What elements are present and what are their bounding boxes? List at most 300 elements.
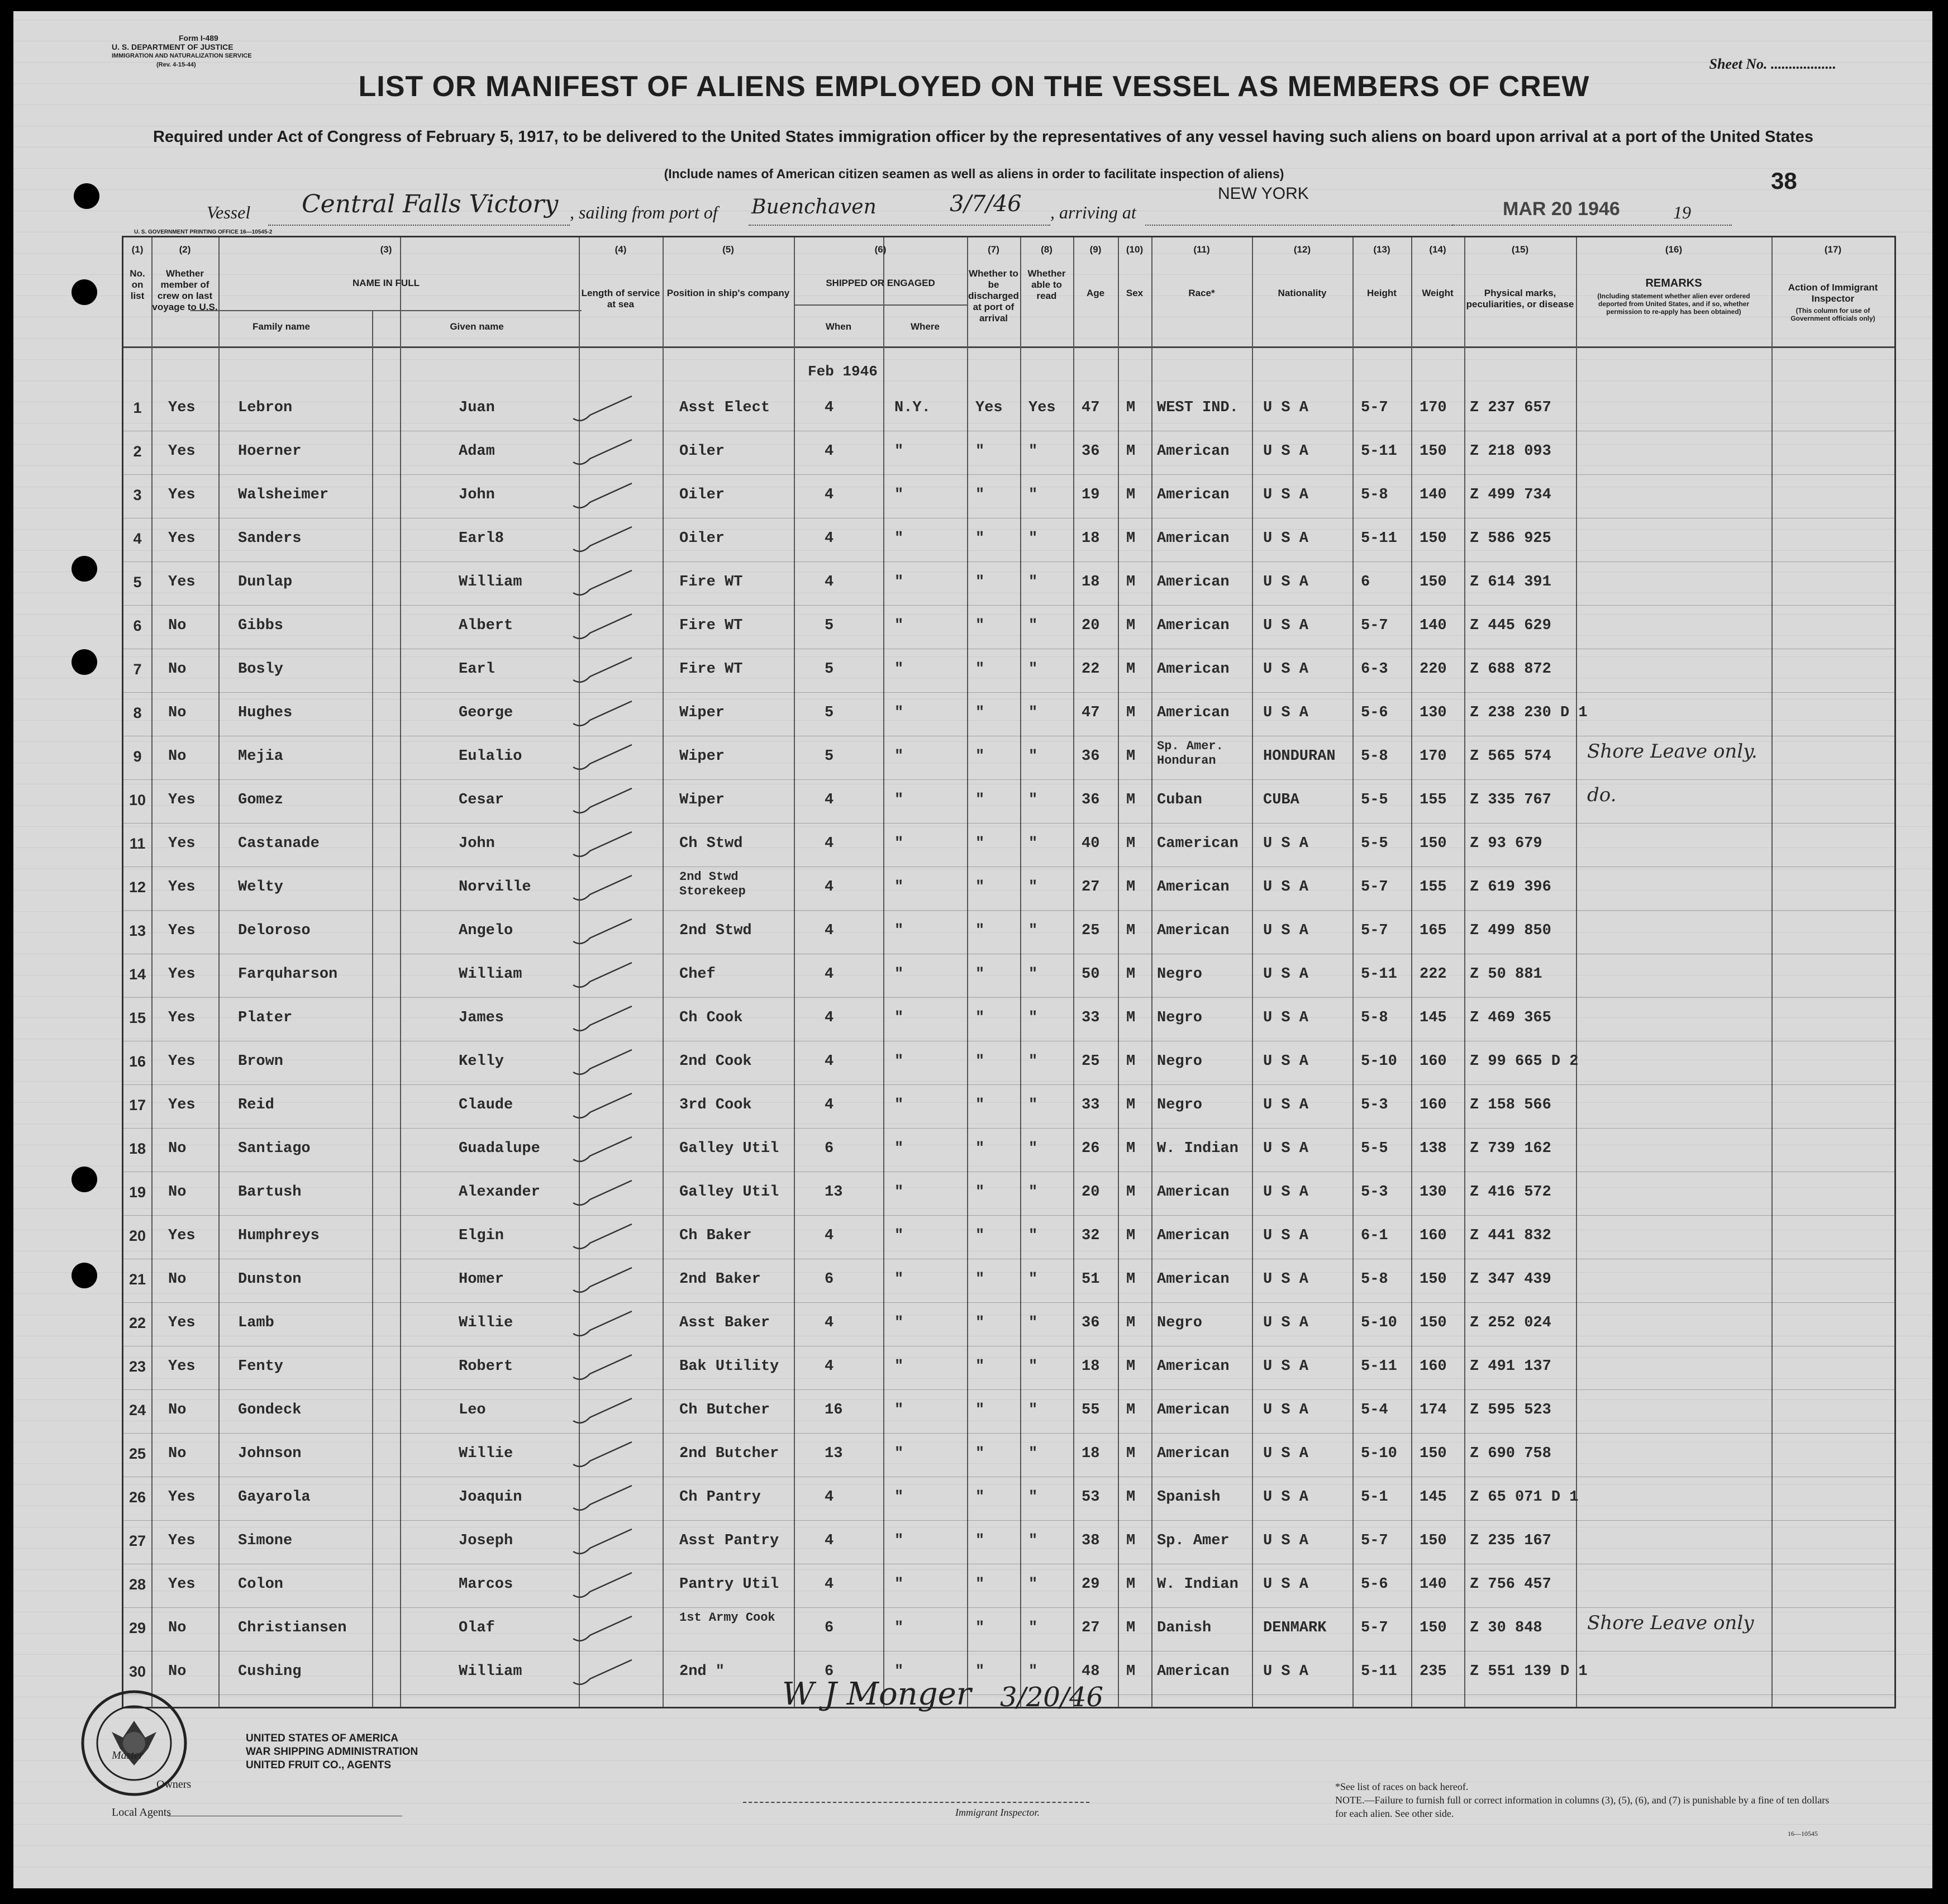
column-header: Age (1086, 288, 1105, 298)
remarks: Shore Leave only. (1587, 740, 1758, 763)
print-code: 16—10545 (1788, 1830, 1818, 1838)
weight: 170 (1420, 748, 1447, 765)
column-header: (16) (1665, 244, 1683, 255)
family-name: Christiansen (238, 1620, 347, 1636)
able-to-read: " (1028, 1445, 1038, 1462)
height: 5-6 (1361, 1576, 1388, 1593)
row-number: 21 (128, 1271, 146, 1288)
punch-hole (72, 1167, 97, 1192)
last-voyage: Yes (168, 1358, 196, 1375)
discharged: " (975, 1620, 985, 1636)
table-row (123, 1433, 1894, 1477)
physical-marks: Z 218 093 (1470, 443, 1551, 460)
able-to-read: " (1028, 1010, 1038, 1026)
service-check-mark (570, 479, 637, 512)
shipped-when: 4 (825, 443, 834, 460)
last-voyage: Yes (168, 966, 196, 983)
penalty-note: NOTE.—Failure to furnish full or correct information in columns (3), (5), (6), and (7) is punishable by a fine of ten dollars for each alien. See other side. (1335, 1794, 1830, 1819)
able-to-read: " (1028, 1532, 1038, 1549)
shipped-when: 5 (825, 705, 834, 721)
row-number: 3 (133, 487, 142, 503)
age: 20 (1082, 617, 1100, 634)
inspector-label: Immigrant Inspector. (955, 1807, 1040, 1818)
age: 26 (1082, 1140, 1100, 1157)
last-voyage: Yes (168, 1576, 196, 1593)
weight: 130 (1420, 1184, 1447, 1201)
sex: M (1126, 1532, 1136, 1549)
physical-marks: Z 93 679 (1470, 835, 1542, 852)
physical-marks: Z 491 137 (1470, 1358, 1551, 1375)
age: 25 (1082, 1053, 1100, 1070)
height: 5-11 (1361, 1358, 1397, 1375)
family-name: Plater (238, 1010, 293, 1026)
height: 5-5 (1361, 1140, 1388, 1157)
race: Camerican (1157, 835, 1239, 852)
height: 5-5 (1361, 792, 1388, 808)
family-name: Santiago (238, 1140, 311, 1157)
race: American (1157, 443, 1230, 460)
age: 47 (1082, 399, 1100, 416)
given-name: Joseph (459, 1532, 513, 1549)
nationality: U S A (1263, 1010, 1309, 1026)
age: 18 (1082, 530, 1100, 547)
shipped-where: " (894, 1053, 904, 1070)
nationality: U S A (1263, 1532, 1309, 1549)
discharged: " (975, 966, 985, 983)
table-row (123, 1564, 1894, 1608)
discharged: " (975, 748, 985, 765)
shipped-where: " (894, 1010, 904, 1026)
physical-marks: Z 237 657 (1470, 399, 1551, 416)
given-name: Angelo (459, 922, 513, 939)
family-name: Humphreys (238, 1227, 320, 1244)
physical-marks: Z 565 574 (1470, 748, 1551, 765)
table-row (123, 1128, 1894, 1172)
shipped-when: 4 (825, 792, 834, 808)
family-name: Johnson (238, 1445, 302, 1462)
nationality: U S A (1263, 1271, 1309, 1288)
form-revision: (Rev. 4-15-44) (156, 61, 196, 68)
given-name: Earl (459, 661, 495, 678)
race: American (1157, 1271, 1230, 1288)
position: Ch Pantry (679, 1489, 761, 1506)
column-header: (1) (131, 244, 144, 255)
service-check-mark (570, 1045, 637, 1079)
sex: M (1126, 705, 1136, 721)
given-name: Albert (459, 617, 513, 634)
document-subtitle: Required under Act of Congress of February 5, 1917, to be delivered to the United States immigration officer by the representatives of any vessel having such aliens on board upon arrival at a port of the United States (153, 128, 1814, 146)
sex: M (1126, 1053, 1136, 1070)
age: 19 (1082, 487, 1100, 503)
family-name: Gibbs (238, 617, 284, 634)
age: 36 (1082, 1315, 1100, 1331)
height: 5-7 (1361, 879, 1388, 896)
shipped-where: " (894, 792, 904, 808)
column-header: (3) (380, 244, 392, 255)
height: 5-3 (1361, 1097, 1388, 1113)
race: Spanish (1157, 1489, 1221, 1506)
position: Oiler (679, 443, 725, 460)
column-header: (5) (722, 244, 734, 255)
form-number: Form I-489 (179, 34, 218, 42)
shipped-where: " (894, 1445, 904, 1462)
height: 6 (1361, 574, 1370, 591)
table-row (123, 431, 1894, 475)
owners-label: Owners (156, 1778, 192, 1791)
age: 36 (1082, 748, 1100, 765)
shipped-when: 4 (825, 1489, 834, 1506)
position: Chef (679, 966, 716, 983)
physical-marks: Z 499 850 (1470, 922, 1551, 939)
race: Negro (1157, 1053, 1203, 1070)
height: 5-7 (1361, 617, 1388, 634)
position: 3rd Cook (679, 1097, 752, 1113)
shipped-where: " (894, 617, 904, 634)
table-row (123, 1259, 1894, 1303)
given-name: Kelly (459, 1053, 504, 1070)
height: 5-7 (1361, 399, 1388, 416)
given-name: Robert (459, 1358, 513, 1375)
column-header: SHIPPED OR ENGAGED (826, 278, 935, 288)
sailing-date: 3/7/46 (950, 191, 1022, 217)
shipped-when: 5 (825, 617, 834, 634)
position: Fire WT (679, 661, 743, 678)
shipped-when: 4 (825, 879, 834, 896)
weight: 160 (1420, 1053, 1447, 1070)
service-check-mark (570, 697, 637, 730)
sex: M (1126, 966, 1136, 983)
table-row (123, 910, 1894, 954)
position: 2nd Butcher (679, 1445, 779, 1462)
able-to-read: " (1028, 705, 1038, 721)
row-number: 23 (128, 1358, 146, 1375)
shipped-where: " (894, 922, 904, 939)
height: 5-10 (1361, 1445, 1397, 1462)
column-header: Physical marks, peculiarities, or disease (1466, 288, 1574, 310)
able-to-read: " (1028, 1097, 1038, 1113)
age: 18 (1082, 1358, 1100, 1375)
sex: M (1126, 922, 1136, 939)
position: Asst Baker (679, 1315, 770, 1331)
family-name: Mejia (238, 748, 284, 765)
family-name: Gayarola (238, 1489, 311, 1506)
position: Fire WT (679, 617, 743, 634)
service-check-mark (570, 566, 637, 599)
weight: 145 (1420, 1489, 1447, 1506)
discharged: " (975, 1402, 985, 1419)
row-number: 18 (128, 1140, 146, 1157)
position: Wiper (679, 705, 725, 721)
sex: M (1126, 443, 1136, 460)
sex: M (1126, 1227, 1136, 1244)
weight: 165 (1420, 922, 1447, 939)
height: 5-8 (1361, 1271, 1388, 1288)
shipped-where: " (894, 1271, 904, 1288)
nationality: U S A (1263, 1097, 1309, 1113)
table-row (123, 1172, 1894, 1216)
nationality: U S A (1263, 1227, 1309, 1244)
physical-marks: Z 30 848 (1470, 1620, 1542, 1636)
shipped-where: " (894, 487, 904, 503)
race: American (1157, 1227, 1230, 1244)
sex: M (1126, 879, 1136, 896)
discharged: " (975, 835, 985, 852)
shipped-where: " (894, 1227, 904, 1244)
column-header: (2) (179, 244, 191, 255)
punch-hole (72, 1263, 97, 1288)
race: American (1157, 1663, 1230, 1680)
arrival-date-stamp: MAR 20 1946 (1503, 198, 1620, 220)
service-check-mark (570, 1089, 637, 1122)
nationality: U S A (1263, 487, 1309, 503)
family-name: Castanade (238, 835, 320, 852)
weight: 160 (1420, 1227, 1447, 1244)
family-name: Hughes (238, 705, 293, 721)
sex: M (1126, 1620, 1136, 1636)
age: 51 (1082, 1271, 1100, 1288)
family-name: Fenty (238, 1358, 284, 1375)
row-number: 5 (133, 574, 142, 591)
given-name: Cesar (459, 792, 504, 808)
age: 36 (1082, 443, 1100, 460)
weight: 150 (1420, 1315, 1447, 1331)
discharged: " (975, 1227, 985, 1244)
race: W. Indian (1157, 1140, 1239, 1157)
position: Oiler (679, 530, 725, 547)
column-header: Whether able to read (1027, 268, 1066, 301)
last-voyage: Yes (168, 792, 196, 808)
nationality: U S A (1263, 617, 1309, 634)
physical-marks: Z 235 167 (1470, 1532, 1551, 1549)
service-check-mark (570, 653, 637, 687)
height: 5-1 (1361, 1489, 1388, 1506)
able-to-read: " (1028, 1358, 1038, 1375)
race: Cuban (1157, 792, 1203, 808)
physical-marks: Z 739 162 (1470, 1140, 1551, 1157)
last-voyage: Yes (168, 399, 196, 416)
given-name: Joaquin (459, 1489, 522, 1506)
column-header: Whether member of crew on last voyage to U.S. (152, 268, 218, 312)
physical-marks: Z 586 925 (1470, 530, 1551, 547)
sex: M (1126, 1576, 1136, 1593)
race: W. Indian (1157, 1576, 1239, 1593)
able-to-read: " (1028, 617, 1038, 634)
physical-marks: Z 595 523 (1470, 1402, 1551, 1419)
height: 5-10 (1361, 1053, 1397, 1070)
physical-marks: Z 252 024 (1470, 1315, 1551, 1331)
physical-marks: Z 690 758 (1470, 1445, 1551, 1462)
nationality: U S A (1263, 1140, 1309, 1157)
height: 5-8 (1361, 748, 1388, 765)
age: 25 (1082, 922, 1100, 939)
row-number: 4 (133, 530, 142, 547)
shipped-where: " (894, 1315, 904, 1331)
inspector-signature: W J Monger (782, 1676, 971, 1712)
given-name: Guadalupe (459, 1140, 540, 1157)
race: American (1157, 574, 1230, 591)
race: Negro (1157, 1097, 1203, 1113)
family-name: Sanders (238, 530, 302, 547)
table-row (123, 387, 1894, 431)
column-header: Position in ship's company (666, 288, 790, 298)
weight: 222 (1420, 966, 1447, 983)
sex: M (1126, 835, 1136, 852)
age: 40 (1082, 835, 1100, 852)
agent-block (246, 1732, 418, 1772)
column-header: (6) (874, 244, 887, 255)
sex: M (1126, 1184, 1136, 1201)
given-name: Alexander (459, 1184, 540, 1201)
shipped-when: 4 (825, 1532, 834, 1549)
row-number: 25 (128, 1445, 146, 1462)
shipped-when: 6 (825, 1663, 834, 1680)
discharged: " (975, 487, 985, 503)
family-name: Simone (238, 1532, 293, 1549)
given-name: Juan (459, 399, 495, 416)
weight: 145 (1420, 1010, 1447, 1026)
shipped-where: " (894, 530, 904, 547)
last-voyage: Yes (168, 530, 196, 547)
table-row (123, 823, 1894, 867)
able-to-read: " (1028, 530, 1038, 547)
age: 53 (1082, 1489, 1100, 1506)
physical-marks: Z 445 629 (1470, 617, 1551, 634)
service-check-mark (570, 1394, 637, 1427)
race: American (1157, 922, 1230, 939)
shipped-where: " (894, 1663, 904, 1680)
age: 29 (1082, 1576, 1100, 1593)
row-number: 19 (128, 1184, 146, 1201)
given-name: Homer (459, 1271, 504, 1288)
age: 22 (1082, 661, 1100, 678)
nationality: U S A (1263, 1576, 1309, 1593)
race: American (1157, 1358, 1230, 1375)
column-header: (12) (1293, 244, 1311, 255)
nationality: U S A (1263, 705, 1309, 721)
sex: M (1126, 661, 1136, 678)
weight: 130 (1420, 705, 1447, 721)
race: WEST IND. (1157, 399, 1239, 416)
able-to-read: " (1028, 443, 1038, 460)
able-to-read: " (1028, 879, 1038, 896)
row-number: 11 (129, 835, 146, 852)
position: 2nd Cook (679, 1053, 752, 1070)
shipped-where: " (894, 1358, 904, 1375)
family-name: Gomez (238, 792, 284, 808)
row-number: 8 (133, 705, 142, 721)
physical-marks: Z 469 365 (1470, 1010, 1551, 1026)
position: Ch Stwd (679, 835, 743, 852)
service-check-mark (570, 1437, 637, 1471)
remarks: Shore Leave only (1587, 1612, 1754, 1634)
able-to-read: " (1028, 1620, 1038, 1636)
vessel-name: Central Falls Victory (302, 190, 559, 218)
family-name: Walsheimer (238, 487, 329, 503)
weight: 150 (1420, 835, 1447, 852)
physical-marks: Z 335 767 (1470, 792, 1551, 808)
discharged: " (975, 1576, 985, 1593)
given-name: John (459, 835, 495, 852)
table-row (123, 1041, 1894, 1085)
row-number: 28 (128, 1576, 146, 1593)
punch-hole (72, 649, 97, 675)
row-number: 29 (128, 1620, 146, 1636)
weight: 150 (1420, 443, 1447, 460)
year-label: 19 (1673, 202, 1691, 222)
nationality: HONDURAN (1263, 748, 1336, 765)
last-voyage: No (168, 1184, 187, 1201)
able-to-read: " (1028, 1402, 1038, 1419)
shipped-where: " (894, 748, 904, 765)
row-number: 30 (128, 1663, 146, 1680)
sex: M (1126, 1358, 1136, 1375)
column-header: Given name (450, 321, 504, 332)
last-voyage: Yes (168, 1097, 196, 1113)
last-voyage: Yes (168, 443, 196, 460)
last-voyage: Yes (168, 1315, 196, 1331)
sex: M (1126, 574, 1136, 591)
nationality: U S A (1263, 835, 1309, 852)
nationality: CUBA (1263, 792, 1299, 808)
height: 5-5 (1361, 835, 1388, 852)
race: American (1157, 661, 1230, 678)
nationality: U S A (1263, 1315, 1309, 1331)
service-check-mark (570, 915, 637, 948)
able-to-read: " (1028, 1184, 1038, 1201)
family-name: Brown (238, 1053, 284, 1070)
shipped-when: 4 (825, 922, 834, 939)
position: 2nd Baker (679, 1271, 761, 1288)
weight: 174 (1420, 1402, 1447, 1419)
last-voyage: Yes (168, 1489, 196, 1506)
nationality: DENMARK (1263, 1620, 1327, 1636)
sex: M (1126, 1402, 1136, 1419)
last-voyage: Yes (168, 1532, 196, 1549)
physical-marks: Z 441 832 (1470, 1227, 1551, 1244)
position: Ch Butcher (679, 1402, 770, 1419)
shipped-where: " (894, 443, 904, 460)
last-voyage: No (168, 1402, 187, 1419)
shipped-when: 4 (825, 574, 834, 591)
age: 18 (1082, 1445, 1100, 1462)
nationality: U S A (1263, 1445, 1309, 1462)
shipped-when: 6 (825, 1620, 834, 1636)
weight: 155 (1420, 792, 1447, 808)
column-header: (17) (1824, 244, 1842, 255)
last-voyage: Yes (168, 922, 196, 939)
shipped-when: 4 (825, 530, 834, 547)
column-header: Nationality (1278, 288, 1327, 298)
row-number: 27 (128, 1532, 146, 1549)
race: Sp. Amer. Honduran (1157, 739, 1223, 768)
shipped-where: " (894, 1489, 904, 1506)
shipped-when: 4 (825, 487, 834, 503)
physical-marks: Z 158 566 (1470, 1097, 1551, 1113)
port-to: NEW YORK (1218, 184, 1309, 203)
column-header: (9) (1089, 244, 1102, 255)
sex: M (1126, 487, 1136, 503)
nationality: U S A (1263, 1053, 1309, 1070)
shipped-where: " (894, 574, 904, 591)
shipped-where: " (894, 705, 904, 721)
page-number: 38 (1771, 168, 1797, 194)
discharged: " (975, 1097, 985, 1113)
physical-marks: Z 238 230 D 1 (1470, 705, 1588, 721)
row-number: 14 (128, 966, 146, 983)
nationality: U S A (1263, 530, 1309, 547)
discharged: " (975, 1271, 985, 1288)
physical-marks: Z 65 071 D 1 (1470, 1489, 1579, 1506)
